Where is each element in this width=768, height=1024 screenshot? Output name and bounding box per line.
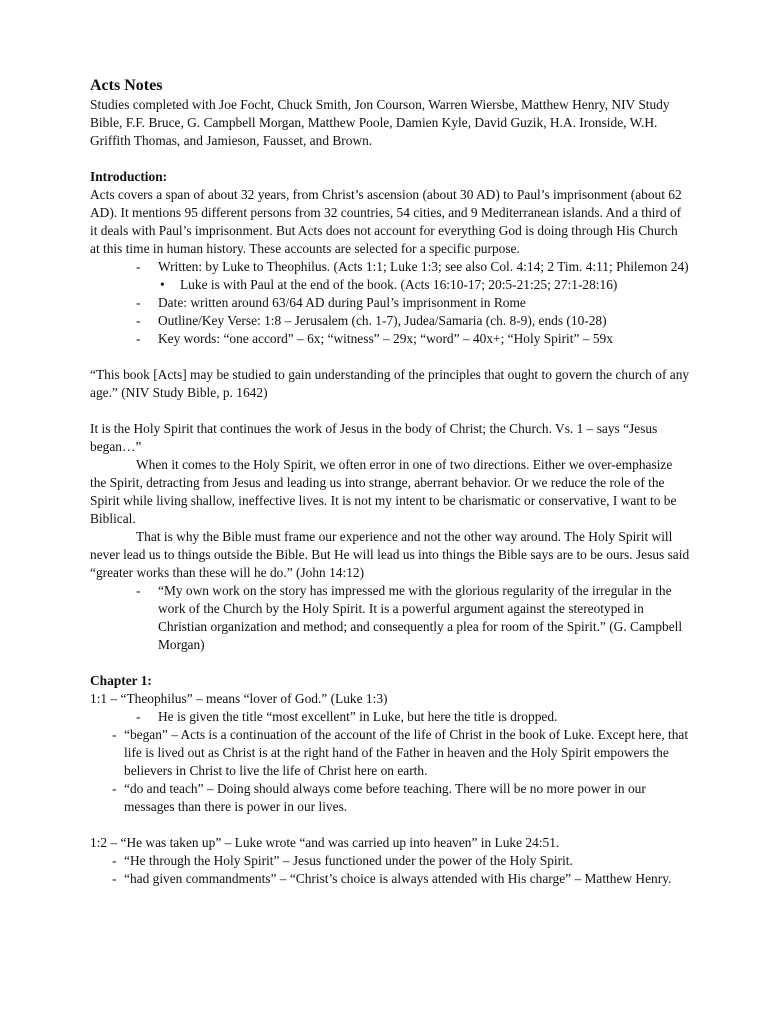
holy-spirit-paragraph: That is why the Bible must frame our experience and not the other way around. The Holy Spirit will never lead us to things outside the Bible. But He will lead us into things the Bible says are to be ours. Jesus said “greater works than these will he do.” (John 14:12) [90, 529, 690, 580]
list-item: - “He through the Holy Spirit” – Jesus functioned under the power of the Holy Spirit. [90, 852, 690, 870]
verse-1-note: 1:1 – “Theophilus” – means “lover of God.” (Luke 1:3) [90, 691, 388, 706]
list-item: - Key words: “one accord” – 6x; “witness” – 29x; “word” – 40x+; “Holy Spirit” – 59x [90, 330, 690, 348]
list-item: - “do and teach” – Doing should always come before teaching. There will be no more power in our messages than there is power in our lives. [90, 780, 690, 816]
holy-spirit-paragraph: When it comes to the Holy Spirit, we often error in one of two directions. Either we over-emphasize the Spirit, detracting from Jesus and leading us into strange, aberrant behavior. Or we reduce the role of the Spirit while living shallow, ineffective lives. It is not my intent to be charismatic or conservative, I want to be Biblical. [90, 457, 677, 526]
spacer [90, 816, 690, 834]
verse-2-note: 1:2 – “He was taken up” – Luke wrote “and was carried up into heaven” in Luke 24:51. [90, 835, 560, 850]
list-item: - Outline/Key Verse: 1:8 – Jerusalem (ch. 1-7), Judea/Samaria (ch. 8-9), ends (10-28) [90, 312, 690, 330]
list-item: • Luke is with Paul at the end of the book. (Acts 16:10-17; 20:5-21:25; 27:1-28:16) [158, 276, 690, 294]
spacer [90, 654, 690, 672]
document-title: Acts Notes [90, 77, 163, 94]
verse-1-list [90, 726, 690, 816]
studies-sources: Studies completed with Joe Focht, Chuck Smith, Jon Courson, Warren Wiersbe, Matthew Henry, NIV Study Bible, F.F. Bruce, G. Campbell Morgan, Matthew Poole, Damien Kyle, David Guzik, H.A. Ironside, W.H. Griffith Thomas, and Jamieson, Fausset, and Brown. [90, 97, 670, 148]
chapter-1-heading: Chapter 1: [90, 673, 152, 688]
introduction-overview: Acts covers a span of about 32 years, from Christ’s ascension (about 30 AD) to Paul’s imprisonment (about 62 AD). It mentions 95 different persons from 32 countries, 54 cities, and 9 Mediterranean islands. And a third of it deals with Paul’s imprisonment. But Acts does not account for everything God is doing through His Church at this time in human history. These accounts are selected for a specific purpose. [90, 187, 682, 256]
spacer [90, 402, 690, 420]
introduction-list [90, 258, 690, 348]
holy-spirit-paragraph: It is the Holy Spirit that continues the work of Jesus in the body of Christ; the Church. Vs. 1 – says “Jesus began…” [90, 421, 658, 454]
verse-2-list [90, 852, 690, 888]
list-item: - He is given the title “most excellent” in Luke, but here the title is dropped. [90, 708, 690, 726]
spacer [90, 348, 690, 366]
niv-quote: “This book [Acts] may be studied to gain understanding of the principles that ought to govern the church of any age.” (NIV Study Bible, p. 1642) [90, 367, 690, 400]
list-item: - “began” – Acts is a continuation of the account of the life of Christ in the book of Luke. Except here, that life is lived out as Christ is at the right hand of the Father in heaven and the Holy Spirit empowers the believers in Christ to live the life of Christ here on earth. [90, 726, 690, 780]
written-sub-list [158, 276, 690, 294]
list-item [90, 258, 690, 294]
morgan-quote-list [90, 582, 690, 654]
list-item: - “had given commandments” – “Christ’s choice is always attended with His charge” – Matthew Henry. [90, 870, 690, 888]
spacer [90, 150, 690, 168]
morgan-quote: - “My own work on the story has impressed me with the glorious regularity of the irregular in the work of the Church by the Holy Spirit. It is a powerful argument against the stereotyped in Christian organization and method; and consequently a plea for room of the Spirit.” (G. Campbell Morgan) [90, 582, 690, 654]
introduction-heading: Introduction: [90, 169, 168, 184]
verse-1-sub-list [90, 708, 690, 726]
document-page [90, 76, 690, 888]
list-item: - Date: written around 63/64 AD during Paul’s imprisonment in Rome [90, 294, 690, 312]
written-item: Written: by Luke to Theophilus. (Acts 1:1; Luke 1:3; see also Col. 4:14; 2 Tim. 4:11; Philemon 24) [158, 259, 689, 274]
